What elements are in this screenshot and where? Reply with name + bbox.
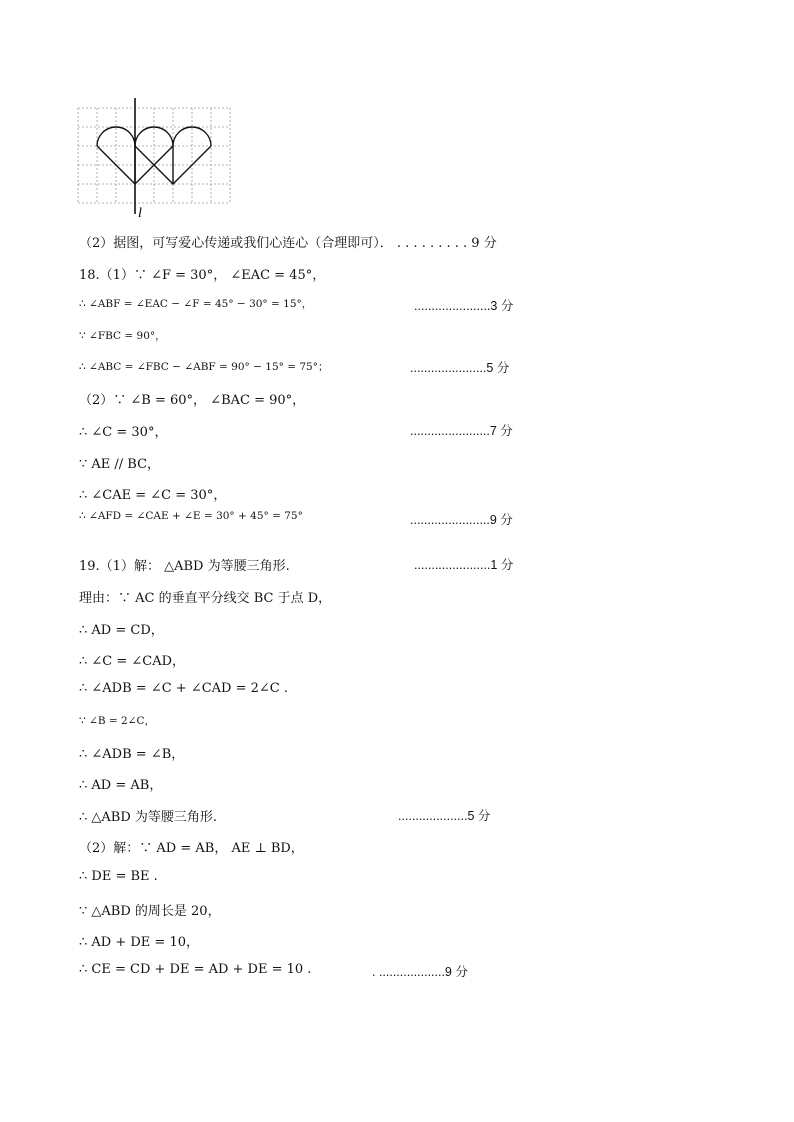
answer-19-2-line-3: ∵ △ABD 的周长是 20，	[79, 904, 221, 919]
score-5b: ....................5 分	[398, 809, 491, 823]
answer-18-line-4: ∴ ∠ABC = ∠FBC − ∠ABF = 90° − 15° = 75°；	[79, 361, 329, 373]
answer-18-2-line-2: ∴ ∠C = 30°，	[79, 425, 168, 440]
answer-19-2-line-2: ∴ DE = BE .	[79, 869, 158, 884]
score-9: .......................9 分	[410, 513, 513, 527]
score-3: ......................3 分	[414, 299, 514, 313]
answer-19-line-1: 19.（1）解： △ABD 为等腰三角形.	[79, 559, 290, 574]
answer-17-2-line: （2）据图，可写爱心传递或我们心连心（合理即可）． . . . . . . . . . 9 分	[79, 236, 497, 251]
score-1: ......................1 分	[414, 558, 514, 572]
heart-shapes	[97, 127, 211, 184]
answer-18-line-3: ∵ ∠FBC = 90°，	[79, 330, 166, 342]
score-5: ......................5 分	[410, 361, 510, 375]
answer-18-2-line-5: ∴ ∠AFD = ∠CAE + ∠E = 30° + 45° = 75°	[79, 510, 303, 522]
score-9b: . ...................9 分	[372, 965, 468, 979]
answer-19-2-line-4: ∴ AD + DE = 10，	[79, 935, 199, 950]
answer-18-line-2: ∴ ∠ABF = ∠EAC − ∠F = 45° − 30° = 15°，	[79, 298, 313, 310]
dashed-grid	[78, 108, 230, 203]
answer-19-line-3: ∴ AD = CD，	[79, 623, 164, 638]
answer-18-2-line-1: （2）∵ ∠B = 60°， ∠BAC = 90°，	[79, 393, 306, 408]
answer-19-line-8: ∴ AD = AB，	[79, 778, 163, 793]
answer-19-line-7: ∴ ∠ADB = ∠B，	[79, 747, 185, 762]
answer-19-line-5: ∴ ∠ADB = ∠C + ∠CAD = 2∠C .	[79, 681, 288, 696]
answer-19-line-9: ∴ △ABD 为等腰三角形.	[79, 810, 218, 825]
heart-grid-figure	[72, 96, 242, 220]
answer-18-2-line-3: ∵ AE // BC，	[79, 457, 161, 472]
answer-19-2-line-1: （2）解：∵ AD = AB， AE ⊥ BD，	[79, 841, 304, 856]
answer-19-line-4: ∴ ∠C = ∠CAD，	[79, 654, 186, 669]
score-7: .......................7 分	[410, 424, 513, 438]
axis-label: l	[138, 206, 142, 220]
answer-19-line-2: 理由：∵ AC 的垂直平分线交 BC 于点 D，	[79, 591, 332, 606]
answer-19-2-line-5: ∴ CE = CD + DE = AD + DE = 10 .	[79, 962, 312, 977]
answer-19-line-6: ∵ ∠B = 2∠C，	[79, 715, 156, 727]
answer-18-2-line-4: ∴ ∠CAE = ∠C = 30°，	[79, 488, 227, 503]
answer-18-line-1: 18.（1）∵ ∠F = 30°， ∠EAC = 45°，	[79, 268, 326, 283]
